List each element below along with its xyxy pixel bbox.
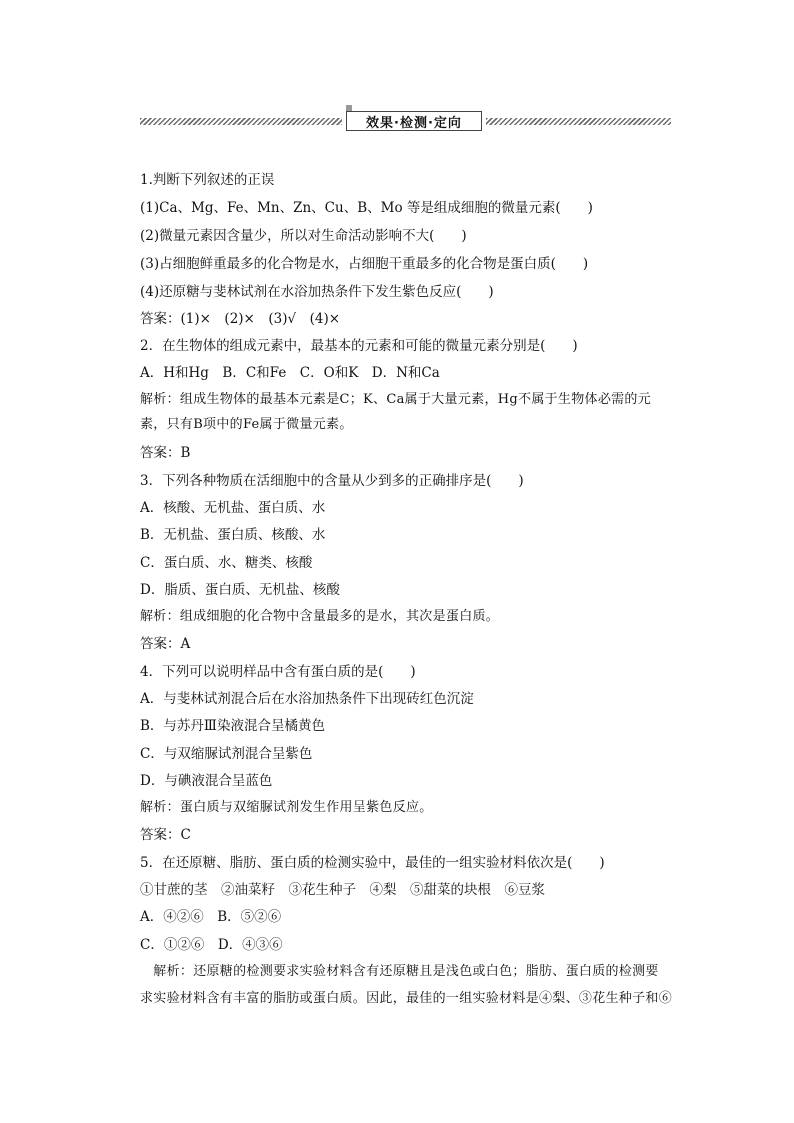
explanation-line: 求实验材料含有丰富的脂肪或蛋白质。因此，最佳的一组实验材料是④梨、③花生种子和⑥ xyxy=(140,991,673,1006)
option-line: C．与双缩脲试剂混合呈紫色 xyxy=(140,746,313,762)
question-line: 4．下列可以说明样品中含有蛋白质的是( ) xyxy=(140,664,416,680)
option-line: C．蛋白质、水、糖类、核酸 xyxy=(140,555,313,571)
judge-item: (3)占细胞鲜重最多的化合物是水，占细胞干重最多的化合物是蛋白质( ) xyxy=(140,256,589,272)
answer-line: 答案：C xyxy=(140,827,191,843)
line-heading: 1.判断下列叙述的正误 xyxy=(140,172,275,188)
materials-line: ①甘蔗的茎 ②油菜籽 ③花生种子 ④梨 ⑤甜菜的块根 ⑥豆浆 xyxy=(140,882,545,898)
banner-title: 效果·检测·定向 xyxy=(346,111,482,131)
question-line: 2．在生物体的组成元素中，最基本的元素和可能的微量元素分别是( ) xyxy=(140,338,578,354)
question-line: 3．下列各种物质在活细胞中的含量从少到多的正确排序是( ) xyxy=(140,473,524,489)
option-line: A．H和Hg B．C和Fe C．O和K D．N和Ca xyxy=(140,365,440,381)
option-line: C．①②⑥ D．④③⑥ xyxy=(140,937,283,953)
explanation-line: 解析：组成细胞的化合物中含量最多的是水，其次是蛋白质。 xyxy=(140,609,500,624)
option-line: D．脂质、蛋白质、无机盐、核酸 xyxy=(140,582,340,598)
judge-item: (2)微量元素因含量少，所以对生命活动影响不大( ) xyxy=(140,228,467,244)
explanation-line: 解析：蛋白质与双缩脲试剂发生作用呈紫色反应。 xyxy=(140,800,433,815)
banner-hatch-right xyxy=(486,118,671,125)
option-line: A．④②⑥ B．⑤②⑥ xyxy=(140,909,282,925)
judge-item: (1)Ca、Mg、Fe、Mn、Zn、Cu、B、Mo 等是组成细胞的微量元素( ) xyxy=(140,200,593,216)
explanation-line: 解析：还原糖的检测要求实验材料含有还原糖且是浅色或白色；脂肪、蛋白质的检测要 xyxy=(140,964,659,979)
option-line: B．与苏丹Ⅲ染液混合呈橘黄色 xyxy=(140,718,325,734)
section-banner xyxy=(140,111,671,131)
option-line: D．与碘液混合呈蓝色 xyxy=(140,773,273,789)
question-line: 5．在还原糖、脂肪、蛋白质的检测实验中，最佳的一组实验材料依次是( ) xyxy=(140,855,605,871)
banner-hatch-left xyxy=(140,118,342,125)
answer-line: 答案：B xyxy=(140,445,191,461)
option-line: A．与斐林试剂混合后在水浴加热条件下出现砖红色沉淀 xyxy=(140,691,474,707)
answer-line: 答案：A xyxy=(140,636,191,652)
option-line: B．无机盐、蛋白质、核酸、水 xyxy=(140,527,326,543)
explanation-line: 解析：组成生物体的最基本元素是C；K、Ca属于大量元素，Hg不属于生物体必需的元 xyxy=(140,392,652,407)
explanation-line: 素，只有B项中的Fe属于微量元素。 xyxy=(140,417,353,432)
answer-line: 答案：(1)× (2)× (3)√ (4)× xyxy=(140,311,341,327)
option-line: A．核酸、无机盐、蛋白质、水 xyxy=(140,500,326,516)
judge-item: (4)还原糖与斐林试剂在水浴加热条件下发生紫色反应( ) xyxy=(140,284,494,300)
